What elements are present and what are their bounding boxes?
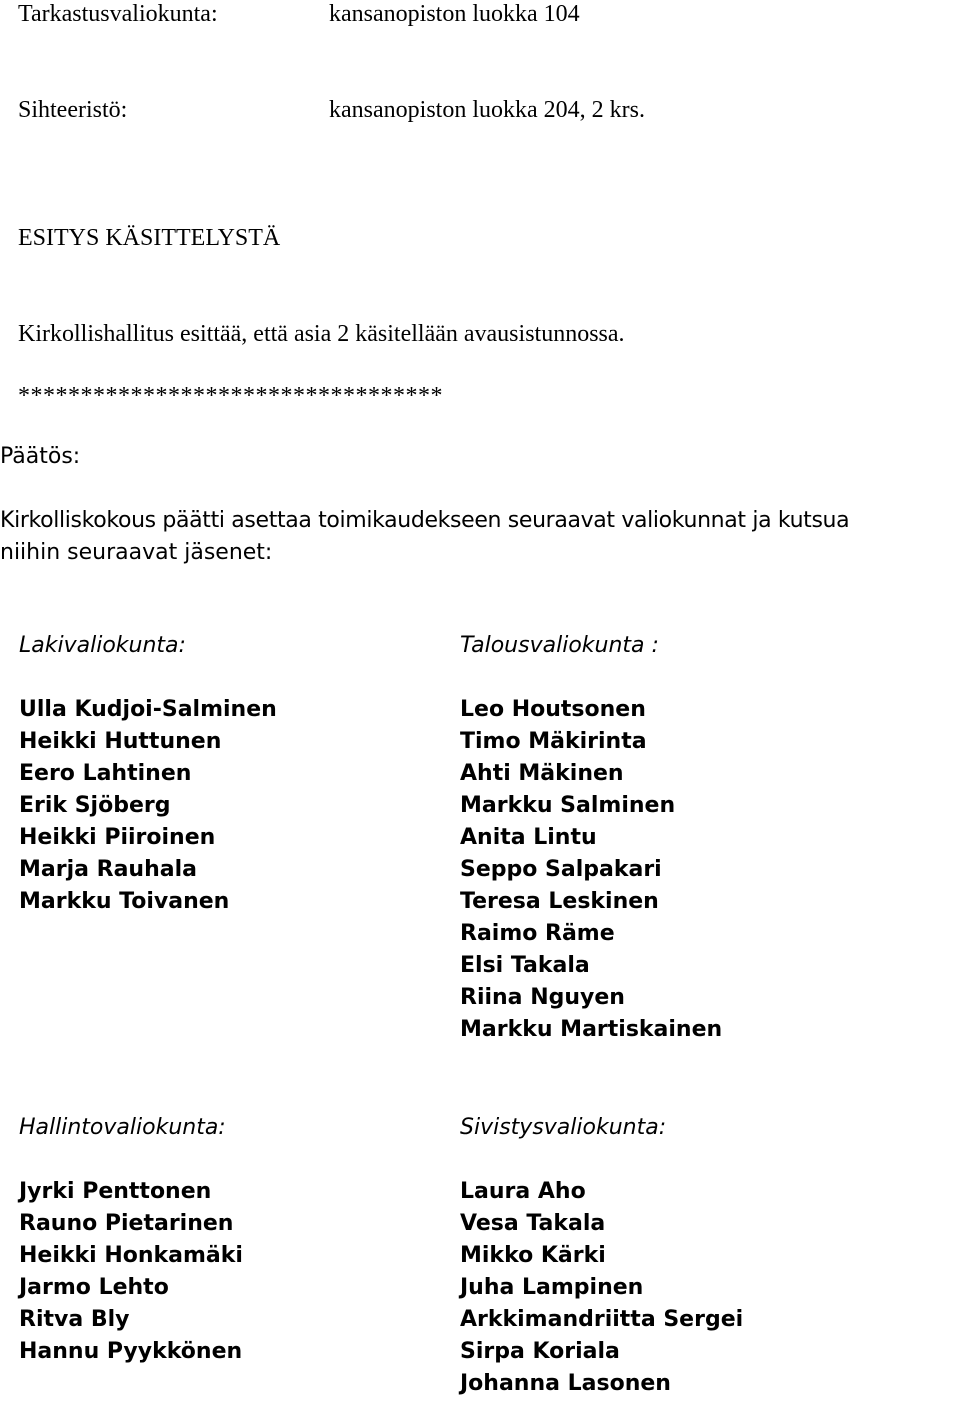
member-name: Raimo Räme [460, 921, 615, 946]
member-name: Arkkimandriitta Sergei [460, 1307, 744, 1332]
member-name: Markku Toivanen [19, 889, 230, 914]
committee-title-sivistys: Sivistysvaliokunta: [460, 1115, 667, 1140]
member-name: Timo Mäkirinta [460, 729, 647, 754]
member-name: Heikki Piiroinen [19, 825, 216, 850]
member-name: Ritva Bly [19, 1307, 130, 1332]
proposal-heading: ESITYS KÄSITTELYSTÄ [18, 225, 281, 251]
location-value-tarkastus: kansanopiston luokka 104 [329, 1, 580, 27]
committee-members-hallinto [19, 1176, 243, 1368]
member-name: Teresa Leskinen [460, 889, 659, 914]
committee-members-sivistys [460, 1176, 743, 1400]
member-name: Vesa Takala [460, 1211, 606, 1236]
member-name: Ulla Kudjoi-Salminen [19, 697, 277, 722]
member-name: Johanna Lasonen [460, 1371, 671, 1396]
member-name: Heikki Huttunen [19, 729, 222, 754]
committee-members-talous [460, 694, 722, 1046]
member-name: Laura Aho [460, 1179, 586, 1204]
member-name: Ahti Mäkinen [460, 761, 624, 786]
member-name: Markku Salminen [460, 793, 676, 818]
member-name: Seppo Salpakari [460, 857, 662, 882]
member-name: Jyrki Penttonen [19, 1179, 212, 1204]
member-name: Leo Houtsonen [460, 697, 646, 722]
member-name: Elsi Takala [460, 953, 590, 978]
location-label-tarkastus: Tarkastusvaliokunta: [18, 1, 218, 27]
member-name: Riina Nguyen [460, 985, 625, 1010]
member-name: Markku Martiskainen [460, 1017, 723, 1042]
member-name: Juha Lampinen [460, 1275, 644, 1300]
member-name: Heikki Honkamäki [19, 1243, 243, 1268]
member-name: Erik Sjöberg [19, 793, 171, 818]
location-label-sihteeristo: Sihteeristö: [18, 97, 128, 123]
member-name: Mikko Kärki [460, 1243, 606, 1268]
committee-members-laki [19, 694, 277, 918]
member-name: Hannu Pyykkönen [19, 1339, 243, 1364]
decision-text-line1: Kirkolliskokous päätti asettaa toimikaudekseen seuraavat valiokunnat ja kutsua [0, 508, 850, 533]
member-name: Marja Rauhala [19, 857, 197, 882]
member-name: Rauno Pietarinen [19, 1211, 234, 1236]
separator-stars: ********************************** [18, 383, 443, 409]
member-name: Sirpa Koriala [460, 1339, 620, 1364]
location-value-sihteeristo: kansanopiston luokka 204, 2 krs. [329, 97, 645, 123]
committee-title-talous: Talousvaliokunta : [460, 633, 659, 658]
decision-heading: Päätös: [0, 444, 81, 469]
member-name: Anita Lintu [460, 825, 597, 850]
member-name: Jarmo Lehto [19, 1275, 169, 1300]
proposal-text: Kirkollishallitus esittää, että asia 2 käsitellään avausistunnossa. [18, 321, 625, 347]
committee-title-hallinto: Hallintovaliokunta: [19, 1115, 226, 1140]
member-name: Eero Lahtinen [19, 761, 192, 786]
decision-text-line2: niihin seuraavat jäsenet: [0, 540, 273, 565]
committee-title-laki: Lakivaliokunta: [19, 633, 186, 658]
